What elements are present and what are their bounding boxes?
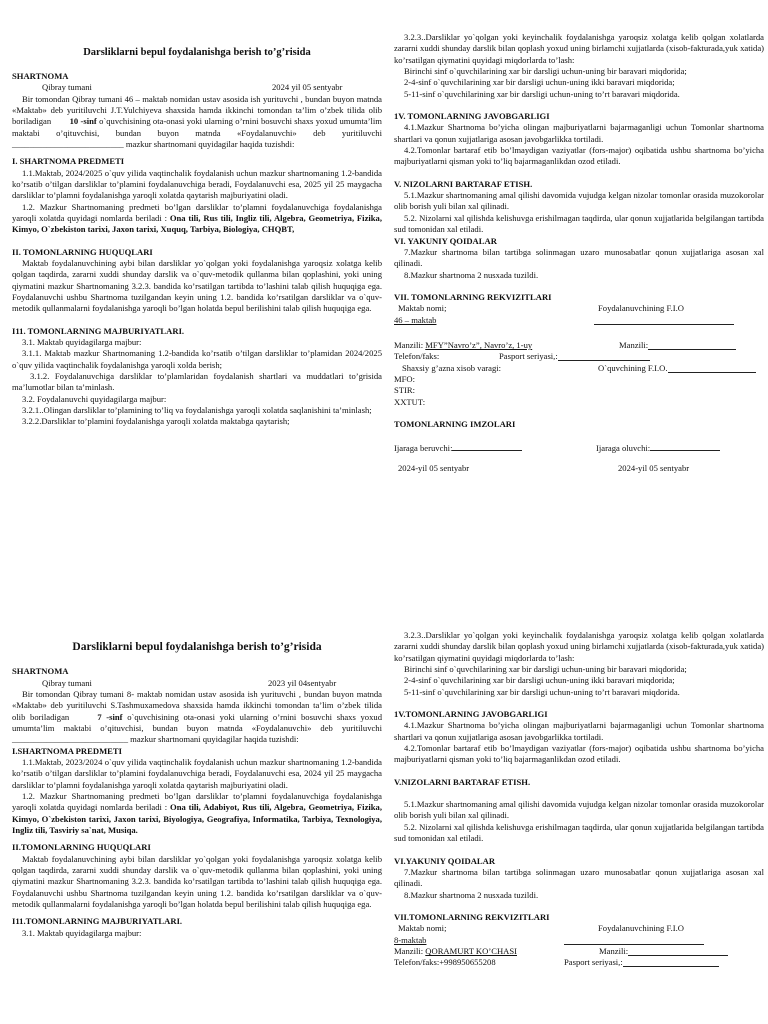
doc1-phone-label: Telefon/faks: [394, 351, 440, 362]
doc2-clause-1-1: 1.1.Maktab, 2023/2024 o`quv yilida vaqtinchalik foydalanish uchun mazkur shartnomaning 1.2-bandida ko’rsatib o’tilgan darsliklar to’plamini foydalanuvchiga beradi, Foydalanuvchi esa, 2024 yil 25 maygacha darsliklar to’plamni foydalanishga yaroqli xolatda qaytarish majburiyatini oladi. [12, 756, 382, 790]
doc1-user-address-field [648, 340, 736, 350]
doc2-school-address: QORAMURT KO’CHASI [425, 945, 517, 956]
doc2-clause-4-2: 4.2.Tomonlar bartaraf etib bo’lmaydigan vaziyatlar (fors-major) oqibatida ushbu shartnoma bo’yicha majburiyatlarni qisman yoki to’liq bajarmaganlikdan ozod etiladi. [394, 743, 764, 765]
doc1-lessee-signature-field [650, 441, 720, 451]
doc1-signature-row [394, 441, 764, 454]
doc1-user-fio-field [594, 315, 734, 325]
doc1-grade: 10 -sinf [69, 116, 97, 127]
doc1-clause-3-1-2: 3.1.2. Foydalanuvchiga darsliklar to’plamlaridan foydalanish shartlari va muddatlari to’grisida ma’lumotlar bilan ta’minlash. [12, 371, 382, 393]
doc1-account-label: Shaxsiy g’azna xisob varagi: [402, 362, 502, 373]
doc1-section-2-heading: II. TOMONLARNING HUQUQLARI [12, 246, 153, 257]
doc1-signature-dates [394, 463, 764, 474]
doc1-passport-label: Pasport seriyasi,: [499, 351, 558, 362]
doc2-section-6-heading: VI.YAKUNIY QOIDALAR [394, 855, 496, 866]
doc2-right-column [394, 630, 764, 969]
doc2-school-name-label: Maktab nomi; [398, 923, 447, 934]
doc2-user-fio-field [564, 935, 704, 945]
doc2-date: 2023 yil 04sentyabr [268, 677, 337, 688]
doc1-clause-3-2-2: 3.2.2.Darsliklar to’plamini foydalanishga yaroqli xolatda maktabga qaytarish; [22, 416, 290, 427]
doc2-book-list: Ona tili, Adabiyot, Rus tili, Algebra, Geometriya, Fizika, Kimyo, O`zbekiston tarixi, Jaxon tarixi, Biyologiya, Geografiya, Informatika, Tarbiya, Texnologiya, Ingliz tili, Tasviriy sa`nat, Musiqa. [12, 802, 383, 835]
doc1-mfo-label: MFO: [394, 373, 416, 384]
doc2-clause-3-2-3: 3.2.3..Darsliklar yo`qolgan yoki keyinchalik foydalanishga yaroqsiz xolatga kelib qolgan xolatlarda zararni xuddi shunday darslik bilan qoplash yoxud uning birlamchi xujjatlarda (xisob-fakturada,yuk xatida) ko’rsatilgan qiymatini quyidagi miqdorlarda to’lash: [394, 630, 764, 663]
doc2-section-2-heading: II.TOMONLARNING HUQUQLARI [12, 842, 151, 853]
doc1-school-name: 46 – maktab [394, 314, 437, 325]
doc1-stir-label: STIR: [394, 385, 416, 396]
doc2-title: Darsliklarni bepul foydalanishga berish to’g’risida [72, 641, 322, 653]
doc1-student-fio-field [668, 363, 756, 373]
doc1-xxtut-label: XXTUT: [394, 396, 426, 407]
doc1-clause-1-1: 1.1.Maktab, 2024/2025 o`quv yilida vaqtinchalik foydalanish uchun mazkur shartnomaning 1.2-bandida ko’rsatib o’tilgan darsliklar to’plamini foydalanuvchiga beradi, Foydalanuvchi esa, 2025 yil 25 maygacha darsliklar to’plamni foydalanishga yaroqli xolatda qaytarish majburiyatini oladi. [12, 167, 382, 201]
doc2-section-1-heading: I.SHARTNOMA PREDMETI [12, 745, 122, 756]
doc2-clause-5-1: 5.1.Mazkur shartnomaning amal qilishi davomida vujudga kelgan nizolar tomonlar orasida muzokorolar olib borish yuli bilan xal qilinadi. [394, 799, 764, 821]
doc1-user-fio-label: Foydalanuvchining F.I.O [598, 303, 684, 314]
doc1-passport-field [558, 351, 650, 361]
doc2-phone-row [394, 957, 764, 968]
doc2-rate-1: Birinchi sinf o`quvchilarining xar bir darsligi uchun-uning bir baravari miqdorida; [404, 664, 687, 675]
doc2-clause-8: 8.Mazkur shartnoma 2 nusxada tuzildi. [404, 889, 539, 900]
doc1-school-address: MFY”Navro’z”, Navro’z, 1-uy [425, 339, 533, 350]
doc1-student-fio-label: O`quvchining F.I.O. [598, 362, 668, 373]
doc2-clause-7: 7.Mazkur shartnoma bilan tartibga solinmagan uzaro munosabatlar qonun xujjatlariga asosan xal qilinadi. [394, 866, 764, 889]
doc1-clause-3-1: 3.1. Maktab quyidagilarga majbur: [22, 337, 142, 348]
doc1-title: Darsliklarni bepul foydalanishga berish to’g’risida [83, 47, 311, 58]
doc1-clause-3-2-3: 3.2.3..Darsliklar yo`qolgan yoki keyinchalik foydalanishga yaroqsiz xolatga kelib qolgan xolatlarda zararni xuddi shunday darslik bilan qoplash yoxud uning birlamchi xujjatlarda (xisob-fakturada,yuk xatida) ko’rsatilgan qiymatini quyidagi miqdorlarda to’lash: [394, 32, 764, 65]
doc2-passport-field [623, 957, 719, 967]
doc1-section-5-heading: V. NIZOLARNI BARTARAF ETISH. [394, 178, 533, 189]
doc1-section-7-heading: VII. TOMONLARNING REKVIZITLARI [394, 291, 552, 302]
doc1-date: 2024 yil 05 sentyabr [272, 82, 343, 93]
doc1-school-name-label: Maktab nomi; [398, 303, 447, 314]
doc1-account-row [394, 363, 764, 374]
doc2-clause-2: Maktab foydalanuvchining aybi bilan darsliklar yo`qolgan yoki foydalanishga yaroqsiz xolatga kelib qolgan taqdirda, zararni xuddi shunday darslik va o`quv-metodik qullanma bilan qoplashini, yoki uning qiymatini mazkur Shartnomaning 3.2.3. bandida ko’rsatilgan tartibda to’lashini talab qilish huquqiga ega. Foydalanuvchi ushbu Shartnoma tuzilgandan keyin uning 1.2. bandida ko’rsatilgan darsliklar va o`quv-metodik qullanmalarni foydalanishga yaroqli bo’lgan holatda bepul berilishini talab qilish huquqiga ega. [12, 853, 382, 910]
doc2-phone-label: Telefon/faks:+998950655208 [394, 957, 496, 968]
doc2-section-3-heading: I11.TOMONLARNING MAJBURIYATLARI. [12, 916, 183, 927]
doc2-passport-label: Pasport seriyasi,: [564, 957, 623, 968]
doc1-clause-2: Maktab foydalanuvchining aybi bilan darsliklar yo`qolgan yoki foydalanishga yaroqsiz xolatga kelib qolgan taqdirda, zararni xuddi shunday darslik va o`quv-metodik qullanma bilan qoplashini, yoki uning qiymatini mazkur Shartnomaning 3.2.3. bandida ko’rsatilgan tartibda to’lashini talab qilish huquqiga ega. Foydalanuvchi ushbu Shartnoma tuzilgandan keyin uning 1.2. bandida ko’rsatilgan darsliklar va o`quv-metodik qullanmalarni foydalanishga yaroqli bo’lgan holatda bepul berilishini talab qilish huquqiga ega. [12, 258, 382, 314]
doc2-requisites-labels [394, 923, 764, 934]
doc1-rate-1: Birinchi sinf o`quvchilarining xar bir darsligi uchun-uning bir baravari miqdorida; [404, 66, 687, 77]
doc2-clause-4-1: 4.1.Mazkur Shartnoma bo’yicha olingan majburiyatlarni bajarmaganligi uchun Tomonlar shartnoma shartlari va qonun xujjatlariga asosan javobgarlikka tortiladi. [394, 720, 764, 742]
doc1-lessee-label: Ijaraga oluvchi: [596, 443, 651, 454]
doc1-clause-5-2: 5.2. Nizolarni xal qilishda kelishuvga erishilmagan taqdirda, ular qonun xujjatlarida belgilangan tartibda sud tomonidan xal etiladi. [394, 212, 764, 235]
doc1-rate-2: 2-4-sinf o`quvchilarining xar bir darsligi uchun-uning ikki baravari miqdorida; [404, 77, 675, 88]
doc2-requisites-school [394, 935, 764, 946]
doc1-section-4-heading: 1V. TOMONLARNING JAVOBGARLIGI [394, 111, 550, 122]
doc2-school-name: 8-maktab [394, 934, 427, 945]
doc1-rate-3: 5-11-sinf o`quvchilarining xar bir darsligi uchun-uning to’rt baravari miqdorida. [404, 88, 680, 99]
doc1-clause-8: 8.Mazkur shartnoma 2 nusxada tuzildi. [404, 269, 539, 280]
doc1-clause-4-2: 4.2.Tomonlar bartaraf etib bo’lmaydigan vaziyatlar (fors-major) oqibatida ushbu shartnoma bo’yicha majburiyatlarni qisman yoki to’liq bajarmaganlikdan ozod etiladi. [394, 145, 764, 167]
doc1-shartnoma-heading: SHARTNOMA [12, 70, 69, 81]
doc2-section-4-heading: 1V.TOMONLARNING JAVOBGARLIGI [394, 709, 548, 720]
doc1-section-1-heading: I. SHARTNOMA PREDMETI [12, 156, 125, 167]
doc2-place: Qibray tumani [42, 677, 92, 688]
doc1-clause-5-1: 5.1.Mazkur shartnomaning amal qilishi davomida vujudga kelgan nizolar tomonlar orasida muzokorolar olib borish yuli bilan xal qilinadi. [394, 190, 764, 212]
doc1-phone-row [394, 351, 764, 362]
doc2-shartnoma-heading: SHARTNOMA [12, 666, 69, 677]
doc1-sign-date-right: 2024-yil 05 sentyabr [618, 462, 690, 473]
doc2-left-column [12, 640, 382, 939]
doc1-clause-1-2: 1.2. Mazkur Shartnomaning predmeti bo’lgan darsliklar to’plamni foydalanuvchiga foydalanishga yaroqli xolatda quyidagi nomlarda beriladi : Ona tili, Rus tili, Ingliz tili, Algebra, Geometriya, Fizika, Kimyo, O`zbekiston tarixi, Jaxon tarixi, Xuquq, Tarbiya, Biologiya, CHQBT, [12, 201, 383, 235]
doc1-section-3-heading: I11. TOMONLARNING MAJBURIYATLARI. [12, 325, 185, 336]
doc1-clause-4-1: 4.1.Mazkur Shartnoma bo’yicha olingan majburiyatlarni bajarmaganligi uchun Tomonlar shartnoma shartlari va qonun xujjatlariga asosan javobgarlikka tortiladi. [394, 122, 764, 144]
doc1-sign-date-left: 2024-yil 05 sentyabr [398, 462, 470, 473]
doc2-clause-5-2: 5.2. Nizolarni xal qilishda kelishuvga erishilmagan taqdirda, ular qonun xujjatlarida belgilangan tartibda sud tomonidan xal etiladi. [394, 821, 764, 844]
doc2-user-address-field [628, 946, 728, 956]
doc1-lessor-label: Ijaraga beruvchi: [394, 443, 453, 454]
doc2-rate-2: 2-4-sinf o`quvchilarining xar bir darsligi uchun-uning ikki baravari miqdorida; [404, 675, 675, 686]
doc1-clause-3-1-1: 3.1.1. Maktab mazkur Shartnomaning 1.2-bandida ko’rsatib o’tilgan darsliklar to’plamidan 2024/2025 o`quv yilida vaqtinchalik foydalanishga yaroqli xolda berish; [12, 348, 382, 370]
doc1-place: Qibray tumani [42, 82, 92, 93]
doc2-clause-1-2: 1.2. Mazkur Shartnomaning predmeti bo’lgan darsliklar to’plamni foydalanuvchiga foydalanishga yaroqli xolatda quyidagi nomlarda beriladi : Ona tili, Adabiyot, Rus tili, Algebra, Geometriya, Fizika, Kimyo, O`zbekiston tarixi, Jaxon tarixi, Biyologiya, Geografiya, Informatika, Tarbiya, Texnologiya, Ingliz tili, Tasviriy sa`nat, Musiqa. [12, 790, 383, 835]
doc1-signatures-heading: TOMONLARNING IMZOLARI [394, 418, 516, 429]
doc2-clause-3-1: 3.1. Maktab quyidagilarga majbur: [22, 927, 142, 938]
doc1-address-row: Manzili: MFY”Navro’z”, Navro’z, 1-uy Manzili: [394, 340, 764, 351]
doc1-clause-3-2: 3.2. Foydalanuvchi quyidagilarga majbur: [22, 393, 167, 404]
doc1-right-column [394, 32, 764, 474]
doc2-grade: 7 -sinf [97, 711, 123, 722]
doc1-place-date-row [12, 82, 382, 93]
doc1-clause-7: 7.Mazkur shartnoma bilan tartibga solinmagan uzaro munosabatlar qonun xujjatlariga asosan xal qilinadi. [394, 246, 764, 269]
doc1-clause-3-2-1: 3.2.1..Olingan darsliklar to’plamining to’liq va foydalanishga yaroqli xolatda saqlanishini ta’minlash; [22, 405, 372, 416]
doc1-lessor-signature-field [452, 441, 522, 451]
doc2-place-date-row [12, 678, 382, 689]
doc1-intro: Bir tomondan Qibray tumani 46 – maktab nomidan ustav asosida ish yurituvchi , bundan buyon matnda «Maktab» deb yuritiluvchi J.T.Yulchiyeva shaxsida hamda ikkinchi tomondan ta’lim o’zbek tilida olib boriladigan 10 -sinf o`quvchisining ota-onasi yoki ularning o’rnini bosuvchi shaxs yoxud umumta’lim maktabi o’qituvchisi, bundan buyon matnda «Foydalanuvchi» deb yuritiluvchi __________________________ mazkur shartnomani quyidagilar haqida tuzishdi: [12, 93, 382, 149]
doc1-requisites-school [394, 315, 764, 326]
doc1-left-column [12, 46, 382, 428]
doc1-book-list: Ona tili, Rus tili, Ingliz tili, Algebra, Geometriya, Fizika, Kimyo, O`zbekiston tarixi, Jaxon tarixi, Xuquq, Tarbiya, Biologiya, CHQBT, [12, 212, 383, 235]
doc2-intro: Bir tomondan Qibray tumani 8- maktab nomidan ustav asosida ish yurituvchi , bundan buyon matnda «Maktab» deb yuritiluvchi S.Tashmuxamedova shaxsida hamda ikkinchi tomondan ta’lim o’zbek tilida olib boriladigan 7 -sinf o`quvchisining ota-onasi yoki ularning o’rnini bosuvchi shaxs yoxud umumta’lim maktabi o’qituvchisi, bundan buyon matnda «Foydalanuvchi» deb yuritiluvchi ___________________________ mazkur shartnomani quyidagilar haqida tuzishdi: [12, 688, 382, 745]
doc1-requisites-labels [394, 303, 764, 314]
doc2-section-7-heading: VII.TOMONLARNING REKVIZITLARI [394, 911, 550, 922]
doc2-user-fio-label: Foydalanuvchining F.I.O [598, 923, 684, 934]
doc2-section-5-heading: V.NIZOLARNI BARTARAF ETISH. [394, 776, 531, 787]
doc2-address-row: Manzili: QORAMURT KO’CHASI Manzili: [394, 946, 764, 957]
doc1-section-6-heading: VI. YAKUNIY QOIDALAR [394, 235, 497, 246]
doc2-rate-3: 5-11-sinf o`quvchilarining xar bir darsligi uchun-uning to’rt baravari miqdorida. [404, 686, 680, 697]
